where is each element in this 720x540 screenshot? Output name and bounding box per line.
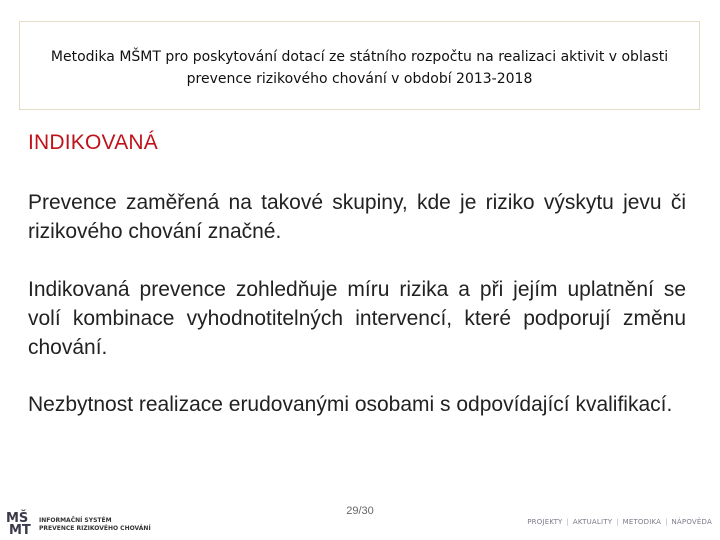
paragraph-indicated-prevention: Indikovaná prevence zohledňuje míru rizika a při jejím uplatnění se volí kombinace vyhodnotitelných intervencí, které podporují změnu chování. [28, 278, 686, 359]
page-number: 29/30 [346, 505, 374, 517]
logo-text [39, 517, 151, 533]
msmt-logo-icon [6, 513, 36, 537]
logo-text-line1: INFORMAČNÍ SYSTÉM [39, 517, 112, 524]
footer-logo[interactable] [6, 512, 151, 538]
nav-link-projekty[interactable]: PROJEKTY [527, 518, 563, 526]
nav-link-metodika[interactable]: METODIKA [622, 518, 662, 526]
paragraph-definition: Prevence zaměřená na takové skupiny, kde je riziko výskytu jevu či rizikového chování značné. [28, 191, 686, 243]
nav-separator: | [665, 518, 668, 526]
nav-separator: | [616, 518, 619, 526]
nav-link-napoveda[interactable]: NÁPOVĚDA [671, 518, 712, 526]
nav-link-aktuality[interactable]: AKTUALITY [572, 518, 613, 526]
section-title: INDIKOVANÁ [28, 131, 158, 154]
header-box [19, 21, 700, 110]
logo-mark-bottom: MT [9, 523, 31, 538]
document-title [39, 46, 680, 90]
paragraph-qualification: Nezbytnost realizace erudovanými osobami s odpovídající kvalifikací. [28, 393, 673, 416]
logo-mark-top: MŠ [6, 511, 29, 526]
logo-text-line2: PREVENCE RIZIKOVÉHO CHOVÁNÍ [39, 525, 151, 532]
document-title-line1: Metodika MŠMT pro poskytování dotací ze státního rozpočtu na realizaci aktivit v oblasti [50, 48, 669, 65]
footer-nav [527, 518, 712, 526]
document-title-line2: prevence rizikového chování v období 2013-2018 [186, 70, 533, 87]
nav-separator: | [566, 518, 569, 526]
